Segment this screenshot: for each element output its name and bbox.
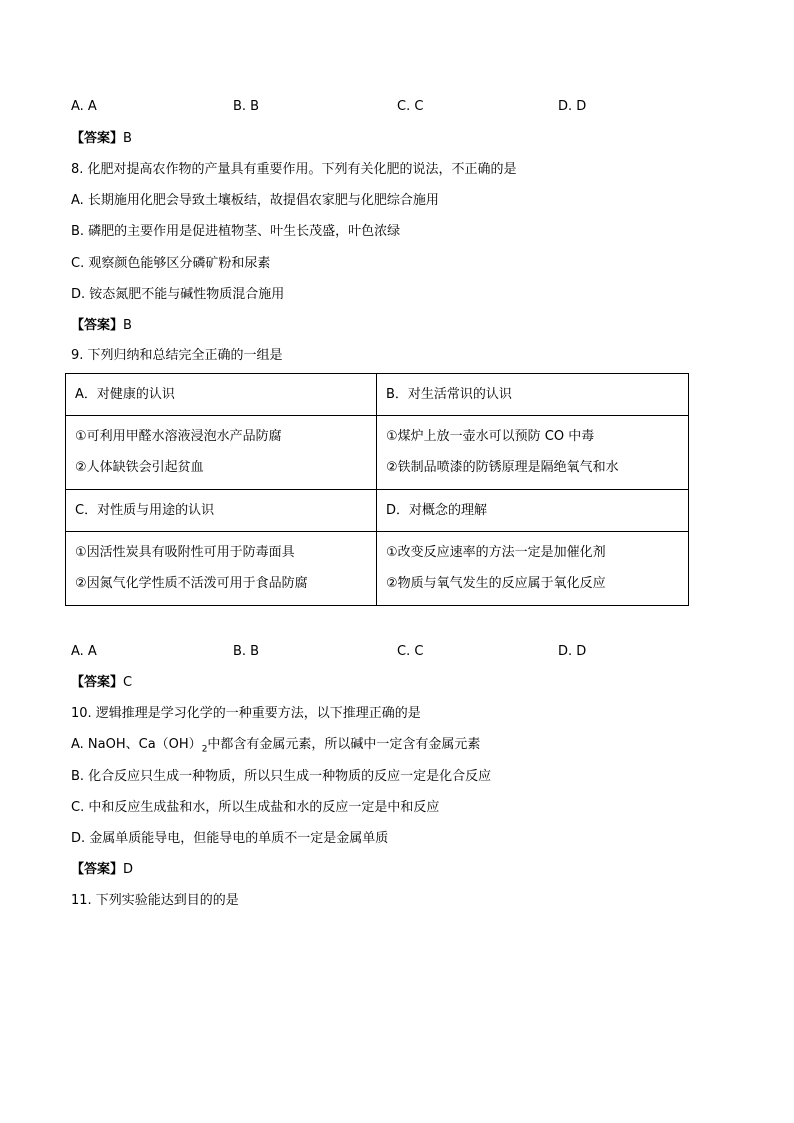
answer-value: B bbox=[123, 131, 132, 146]
cell-a-item-1: ①可利用甲醛水溶液浸泡水产品防腐 bbox=[75, 429, 282, 444]
q8-option-a: A. 长期施用化肥会导致土壤板结，故提倡农家肥与化肥综合施用 bbox=[71, 193, 439, 208]
q10-stem: 10. 逻辑推理是学习化学的一种重要方法，以下推理正确的是 bbox=[71, 706, 421, 721]
answer-label: 【答案】 bbox=[71, 131, 124, 146]
q9-stem: 9. 下列归纳和总结完全正确的一组是 bbox=[71, 348, 283, 363]
q7-option-d: D. D bbox=[558, 99, 587, 114]
cell-d-items bbox=[377, 532, 689, 606]
answer-label: 【答案】 bbox=[71, 862, 124, 877]
answer-value: D bbox=[123, 862, 134, 877]
answer-value: C bbox=[123, 675, 133, 690]
q9-option-d: D. D bbox=[558, 644, 587, 659]
cell-d-item-1: ①改变反应速率的方法一定是加催化剂 bbox=[386, 545, 606, 560]
q9-option-a: A. A bbox=[71, 644, 97, 659]
q11-stem: 11. 下列实验能达到目的的是 bbox=[71, 893, 239, 908]
table-row bbox=[66, 374, 689, 416]
q10-option-a-pre: A. NaOH、Ca（OH） bbox=[71, 737, 202, 752]
q7-option-a: A. A bbox=[71, 99, 97, 114]
cell-d-head: D．对概念的理解 bbox=[377, 490, 689, 532]
q10-option-b: B. 化合反应只生成一种物质，所以只生成一种物质的反应一定是化合反应 bbox=[71, 769, 492, 784]
q10-option-a-subscript: 2 bbox=[201, 744, 208, 755]
table-row bbox=[66, 490, 689, 532]
cell-a-head: A．对健康的认识 bbox=[66, 374, 377, 416]
q8-option-d: D. 铵态氮肥不能与碱性物质混合施用 bbox=[71, 287, 285, 302]
q9-option-b: B. B bbox=[233, 644, 260, 659]
q9-answer bbox=[71, 675, 132, 691]
q8-stem: 8. 化肥对提高农作物的产量具有重要作用。下列有关化肥的说法，不正确的是 bbox=[71, 162, 517, 177]
q8-option-c: C. 观察颜色能够区分磷矿粉和尿素 bbox=[71, 256, 271, 271]
answer-label: 【答案】 bbox=[71, 675, 124, 690]
q10-option-a-post: 中都含有金属元素，所以碱中一定含有金属元素 bbox=[207, 737, 481, 752]
cell-c-item-1: ①因活性炭具有吸附性可用于防毒面具 bbox=[75, 545, 295, 560]
cell-c-item-2: ②因氮气化学性质不活泼可用于食品防腐 bbox=[75, 576, 308, 591]
q7-options bbox=[71, 99, 671, 115]
cell-b-item-2: ②铁制品喷漆的防锈原理是隔绝氧气和水 bbox=[386, 460, 619, 475]
cell-b-item-1: ①煤炉上放一壶水可以预防 CO 中毒 bbox=[386, 429, 595, 444]
table-row bbox=[66, 416, 689, 490]
q8-option-b: B. 磷肥的主要作用是促进植物茎、叶生长茂盛，叶色浓绿 bbox=[71, 224, 401, 239]
answer-label: 【答案】 bbox=[71, 318, 124, 333]
q10-option-a bbox=[71, 737, 480, 758]
q9-options bbox=[71, 644, 671, 660]
q10-option-c: C. 中和反应生成盐和水，所以生成盐和水的反应一定是中和反应 bbox=[71, 800, 440, 815]
q7-option-b: B. B bbox=[233, 99, 260, 114]
cell-c-head: C．对性质与用途的认识 bbox=[66, 490, 377, 532]
q7-answer bbox=[71, 131, 132, 147]
table-row bbox=[66, 532, 689, 606]
cell-a-items bbox=[66, 416, 377, 490]
q9-summary-table bbox=[65, 373, 689, 606]
cell-b-items bbox=[377, 416, 689, 490]
q10-option-d: D. 金属单质能导电，但能导电的单质不一定是金属单质 bbox=[71, 831, 389, 846]
answer-value: B bbox=[123, 318, 132, 333]
cell-a-item-2: ②人体缺铁会引起贫血 bbox=[75, 460, 204, 475]
q7-option-c: C. C bbox=[397, 99, 424, 114]
cell-b-head: B．对生活常识的认识 bbox=[377, 374, 689, 416]
cell-d-item-2: ②物质与氧气发生的反应属于氧化反应 bbox=[386, 576, 606, 591]
q10-answer bbox=[71, 862, 133, 878]
q8-answer bbox=[71, 318, 132, 334]
cell-c-items bbox=[66, 532, 377, 606]
q9-option-c: C. C bbox=[397, 644, 424, 659]
